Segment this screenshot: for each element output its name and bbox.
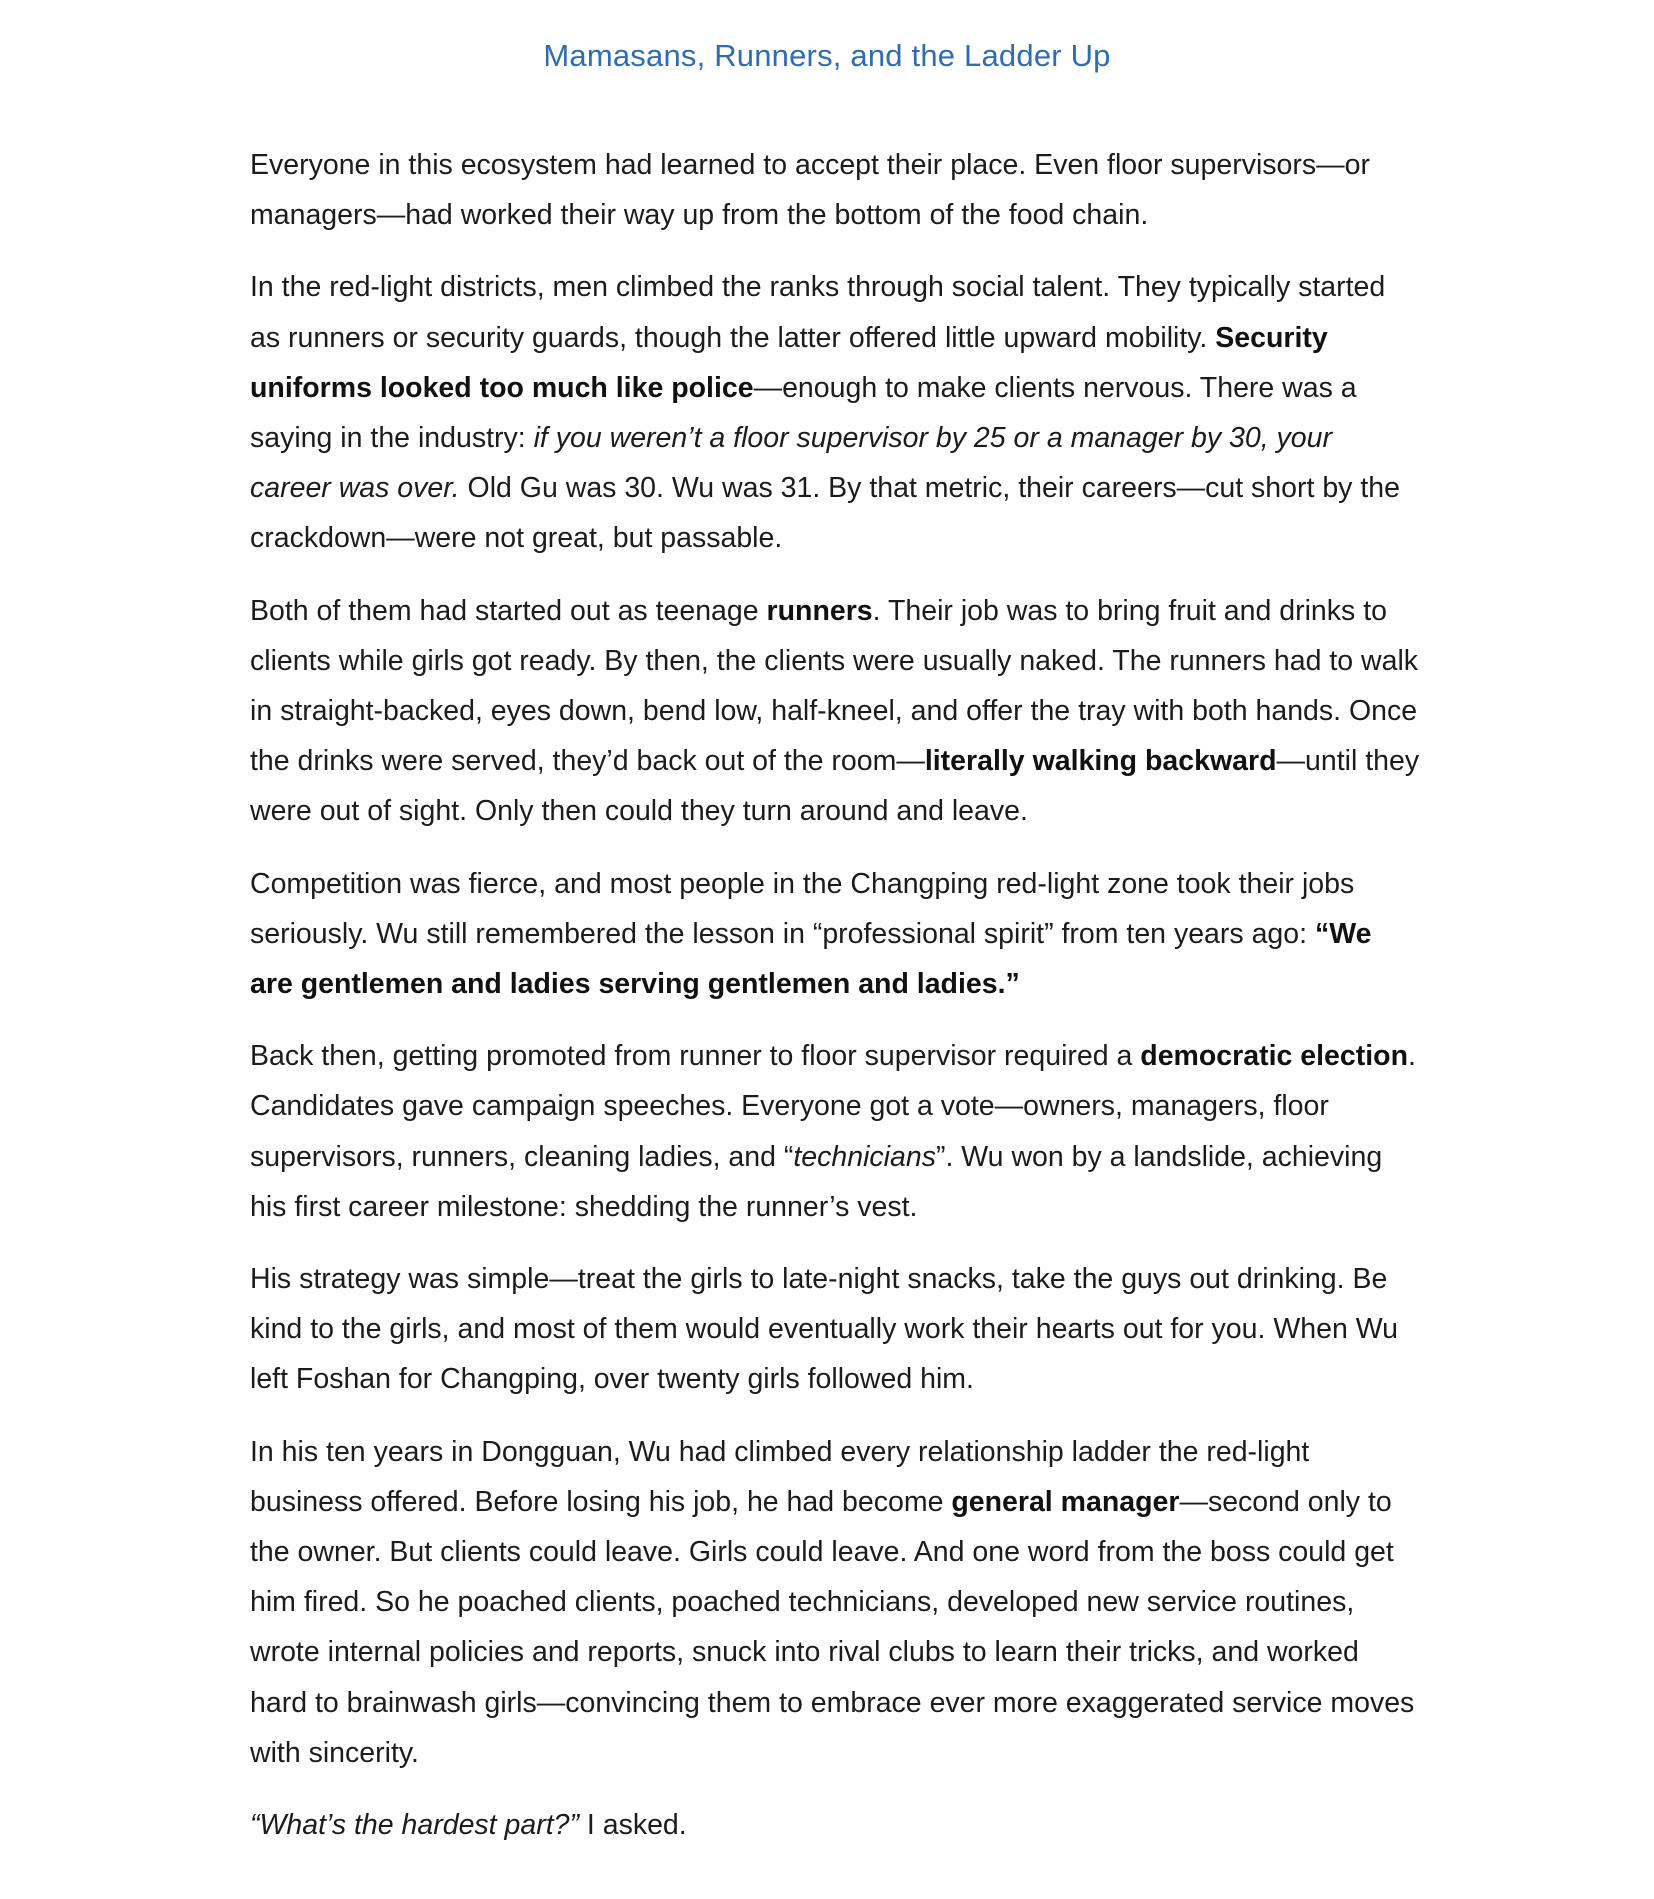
- paragraph-5: [250, 1031, 1420, 1232]
- bold-phrase: general manager: [951, 1485, 1180, 1518]
- text-run: Back then, getting promoted from runner to floor supervisor required a: [250, 1040, 1141, 1073]
- article-body: [250, 140, 1420, 1872]
- text-run: ”. Wu won by a landslide, achieving his first career milestone: shedding the runner’s vest.: [250, 1140, 1383, 1223]
- text-run: In the red-light districts, men climbed the ranks through social talent. They typically started as runners or security guards, though the latter offered little upward mobility.: [250, 271, 1386, 354]
- paragraph-3: [250, 586, 1420, 837]
- paragraph-2: [250, 262, 1420, 563]
- italic-phrase: technicians: [793, 1140, 936, 1173]
- text-run: —enough to make clients nervous. There was a saying in the industry:: [250, 371, 1357, 455]
- text-run: I asked.: [578, 1809, 687, 1842]
- paragraph-4: [250, 859, 1420, 1010]
- text-run: Everyone in this ecosystem had learned to accept their place. Even floor supervisors—or managers—had worked their way up from the bottom of the food chain.: [250, 149, 1370, 232]
- text-run: In his ten years in Dongguan, Wu had climbed every relationship ladder the red-light business offered. Before losing his job, he had become: [250, 1435, 1310, 1518]
- paragraph-6: [250, 1254, 1420, 1405]
- bold-phrase: Security uniforms looked too much like police: [250, 321, 1328, 404]
- bold-phrase: runners: [766, 594, 873, 627]
- text-run: —until they were out of sight. Only then could they turn around and leave.: [250, 745, 1420, 828]
- bold-quote: “We are gentlemen and ladies serving gentlemen and ladies.”: [250, 917, 1372, 1001]
- paragraph-1: [250, 140, 1420, 240]
- text-run: Old Gu was 30. Wu was 31. By that metric, their careers—cut short by the crackdown—were not great, but passable.: [250, 472, 1400, 555]
- text-run: His strategy was simple—treat the girls to late-night snacks, take the guys out drinking. Be kind to the girls, and most of them would eventually work their hearts out for you. When Wu left Foshan for Changping, over twenty girls followed him.: [250, 1263, 1398, 1396]
- text-run: Competition was fierce, and most people in the Changping red-light zone took their jobs seriously. Wu still remembered the lesson in “professional spirit” from ten years ago:: [250, 867, 1355, 950]
- paragraph-8: [250, 1800, 1420, 1850]
- italic-phrase: if you weren’t a floor supervisor by 25 or a manager by 30, your career was over.: [250, 422, 1332, 505]
- chapter-title: Mamasans, Runners, and the Ladder Up: [543, 38, 1111, 73]
- text-run: Both of them had started out as teenage: [250, 594, 767, 627]
- bold-phrase: democratic election: [1140, 1040, 1408, 1073]
- text-run: —second only to the owner. But clients could leave. Girls could leave. And one word from the boss could get him fired. So he poached clients, poached technicians, developed new service routines, wrote internal policies and reports, snuck into rival clubs to learn their tricks, and worked hard to brainwash girls—convincing them to embrace ever more exaggerated service moves with sincerity.: [250, 1485, 1415, 1769]
- paragraph-7: [250, 1427, 1420, 1778]
- text-run: . Candidates gave campaign speeches. Everyone got a vote—owners, managers, floor supervisors, runners, cleaning ladies, and “: [250, 1040, 1416, 1173]
- text-run: . Their job was to bring fruit and drinks to clients while girls got ready. By then, the clients were usually naked. The runners had to walk in straight-backed, eyes down, bend low, half-kneel, and offer the tray with both hands. Once the drinks were served, they’d back out of the room—: [250, 594, 1419, 778]
- italic-quote: “What’s the hardest part?”: [250, 1809, 579, 1842]
- bold-phrase: literally walking backward: [924, 745, 1277, 778]
